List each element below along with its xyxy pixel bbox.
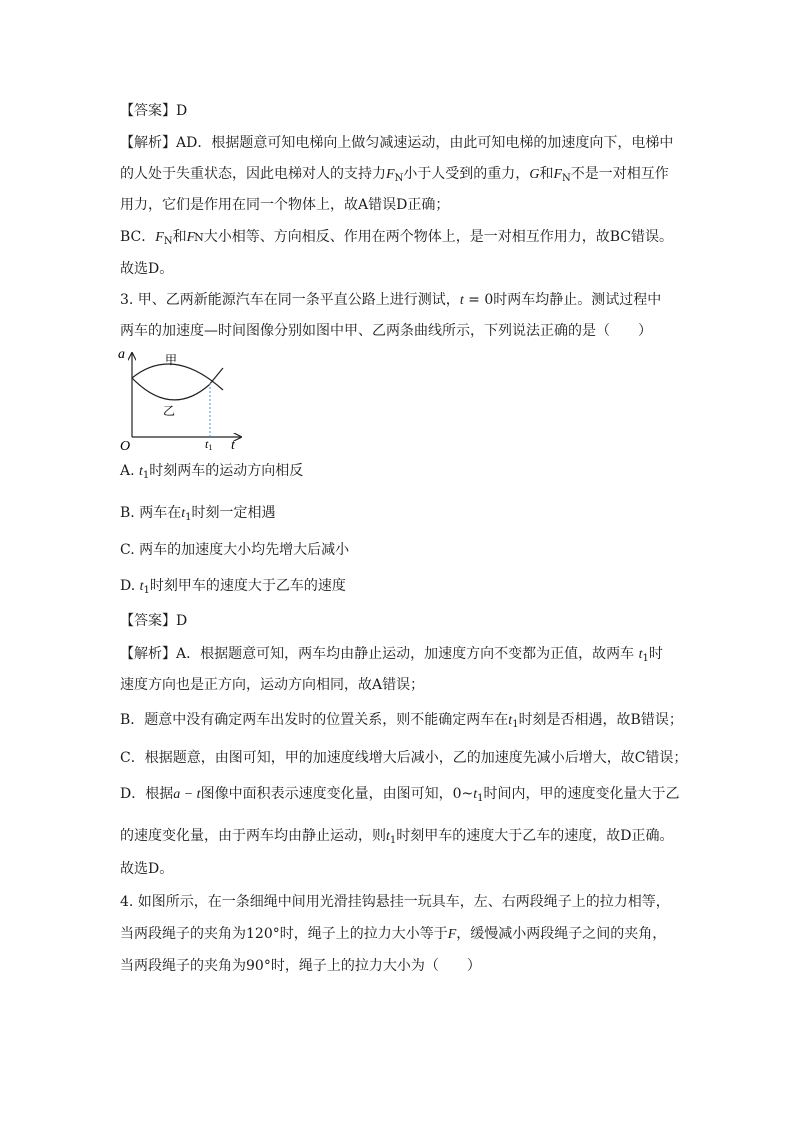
curve-yi — [132, 368, 223, 400]
curve-jia-label: 甲 — [165, 353, 178, 367]
q3-stem-line-2: 两车的加速度—时间图像分别如图中甲、乙两条曲线所示，下列说法正确的是（ ） — [120, 323, 652, 339]
q2-analysis-line-2: 的人处于失重状态，因此电梯对人的支持力$F_N$小于人受到的重力，G和$F_N$不是一对相互作 — [120, 166, 669, 184]
curve-yi-label: 乙 — [163, 404, 176, 418]
q4-stem-line-1: 4. 如图所示，在一条细绳中间用光滑挂钩悬挂一玩具车，左、右两段绳子上的拉力相等， — [120, 894, 670, 910]
q3-conclusion: 故选D。 — [120, 861, 174, 877]
q3-analysis-line-4: C．根据题意，由图可知，甲的加速度线增大后减小，乙的加速度先减小后增大，故C错误； — [120, 750, 688, 766]
q4-stem-line-3: 当两段绳子的夹角为90°时，绳子上的拉力大小为（ ） — [120, 958, 481, 974]
q3-analysis-line-3: B．题意中没有确定两车出发时的位置关系，则不能确定两车在$t_1$时刻是否相遇，故B错误； — [120, 712, 683, 730]
acceleration-time-graph — [115, 343, 250, 453]
q3-analysis-line-6: 的速度变化量，由于两车均由静止运动，则$t_1$时刻甲车的速度大于乙车的速度，故D正确。 — [120, 828, 674, 846]
q3-stem-line-1: 3. 甲、乙两新能源汽车在同一条平直公路上进行测试，t = 0时两车均静止。测试过程中 — [120, 292, 662, 308]
q3-analysis-line-5: D．根据a − t图像中面积表示速度变化量，由图可知，$0\sim t_1$时间内，甲的速度变化量大于乙 — [120, 786, 680, 804]
q3-analysis-line-1: 【解析】A．根据题意可知，两车均由静止运动，加速度方向不变都为正值，故两车 $t_1$时 — [120, 646, 663, 664]
t1-tick-label: t1 — [205, 437, 213, 452]
x-axis-label: t — [231, 438, 235, 453]
origin-label: O — [120, 439, 131, 453]
q3-option-b: B. 两车在$t_1$时刻一定相遇 — [120, 505, 276, 523]
q3-option-c: C. 两车的加速度大小均先增大后减小 — [120, 542, 350, 558]
q2-conclusion: 故选D。 — [120, 261, 174, 277]
q2-analysis-line-1: 【解析】AD．根据题意可知电梯向上做匀减速运动，由此可知电梯的加速度向下，电梯中 — [120, 135, 674, 151]
q3-answer: 【答案】D — [120, 613, 188, 629]
q2-answer: 【答案】D — [120, 103, 188, 119]
q3-option-a: A. $t_1$时刻两车的运动方向相反 — [120, 463, 304, 481]
q4-stem-line-2: 当两段绳子的夹角为120°时，绳子上的拉力大小等于F，缓慢减小两段绳子之间的夹角， — [120, 926, 667, 942]
y-axis-label: a — [118, 347, 125, 362]
q2-analysis-line-4: BC．$F_N$和FN大小相等、方向相反、作用在两个物体上，是一对相互作用力，故BC错误。 — [120, 229, 674, 247]
q3-option-d: D. $t_1$时刻甲车的速度大于乙车的速度 — [120, 578, 346, 596]
curve-jia — [132, 364, 223, 390]
q3-analysis-line-2: 速度方向也是正方向，运动方向相同，故A错误； — [120, 677, 425, 693]
q2-analysis-line-3: 用力，它们是作用在同一个物体上，故A错误D正确； — [120, 197, 450, 213]
